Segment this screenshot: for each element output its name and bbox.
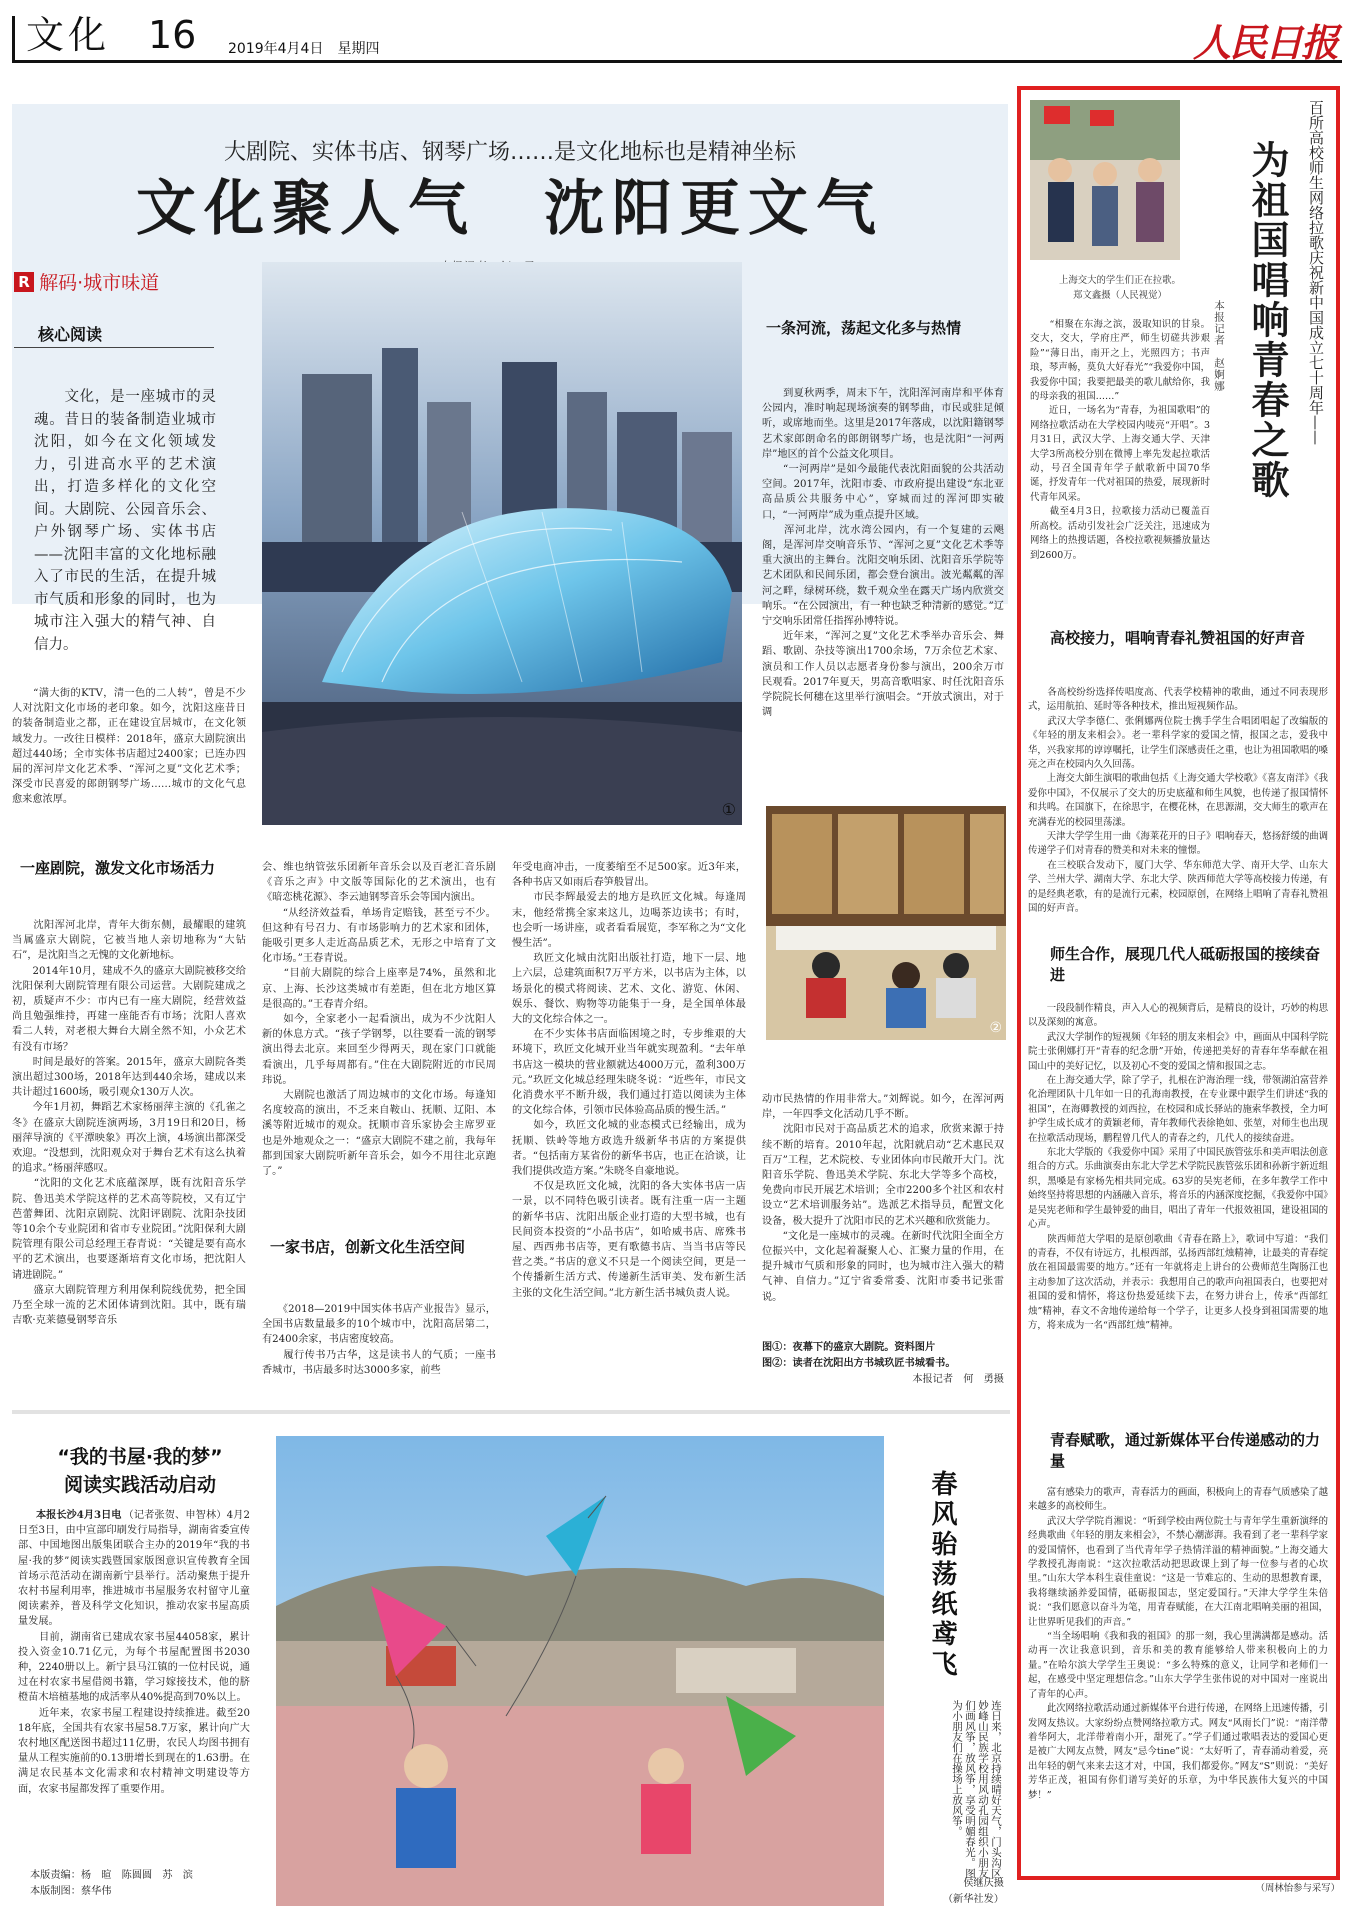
column-tag [14,268,159,294]
section-name: 文化 [26,13,111,57]
article-col2-tail: 《2018—2019中国实体书店产业报告》显示，全国书店数量最多的10个城市中，沈阳高居第二，有2400余家，书店密度较高。 履行传书乃古华，这是读书人的气质；一座书香城市，书店最多时达3000多家，前些 [262,1304,496,1376]
newspaper-logo: 人民日报 [1192,20,1337,65]
students-photo-credit: 郑文鑫摄（人民视觉） [1073,290,1167,301]
book-headline-2: 阅读实践活动启动 [63,1474,216,1496]
right-subhead-1: 高校接力，唱响青春礼赞祖国的好声音 [1050,629,1306,647]
masthead-left-bracket [12,16,21,63]
right-section-3: 富有感染力的歌声，青春活力的画面，积极向上的青春气质感染了越来越多的高校师生。 武汉大学学院肖湘说：“听到学校由两位院士与青年学生重新演绎的经典歌曲《年轻的朋友来相会》，不禁心潮澎湃。我看到了老一辈科学家的爱国情怀，也看到了当代青年学子热情洋溢的精神面貌。”上海交通大学教授孔海南说：“这次拉歌活动把思政课上到了每一位参与者的心坎里。”山东大学本科生袁佳童说：“这是一节难忘的、生动的思想教育课，我将继续涵养爱国情，砥砺报国志，坚定爱国行。”天津大学学生朱倍说：“我们愿意以奋斗为笔，用青春赋能，在大江南北唱响美丽的祖国，让世界听见我们的声音。” “当全场唱响《我和我的祖国》的那一刻，我心里满满都是感动。活动再一次让我意识到，音乐和美的教育能够给人带来积极向上的力量。”在哈尔滨大学学生王奥说：“多么特殊的意义，让同学和老师们一起，在感受中坚定理想信念。”山东大学学生张伟说的对中国对一座说出了青年的心声。 此次网络拉歌活动通过新媒体平台进行传递，在网络上迅速传播，引发网友热议。大家纷纷点赞网络拉歌方式。网友“风雨长门”说：“南洋帶着华阿大，北洋带着南小开，甜死了。”学子们通过歌唱表达的爱国心更是被广大网友点赞，网友“忌今tine”说：“太好听了，青春涌动着爱，亮出年轻的朝气来来去这才对，中国，我们都爱你。”网友“S”则说：“美好芳华正茂，祖国有你们谱写美好的乐章，为中华民族伟大复兴的中国梦！” [1028,1487,1328,1801]
right-section-2: 一段段制作精良，声入人心的视频背后，是精良的设计，巧妙的构思以及深刻的寓意。 武汉大学制作的短视频《年轻的朋友来相会》中，画面从中国科学院院士张俐娜打开“青春的纪念册”开始，传递把美好的青春年华奉献在祖国山中的美好记忆，以及初心不变的爱国之情和报国之志。 在上海交通大学，除了学子，扎根在沪海治理一线，带领湖泊富营养化治理团队十几年如一日的孔海南教授，在专业课中跟学生们讲述“我的祖国”，在海卿教授的刘西拉，在校园和成长驿站的施索华教授，全力呵护学生成长成才的黄颖老师，青年教师代表徐艳如、张堃，对师生也出现在拉歌活动现场，鹏程曾几代人的青春之约，几代人的接续奋进。 东北大学版的《我爱你中国》采用了中国民族管弦乐和美声唱法创意组合的方式。乐曲演奏由东北大学艺术学院民族管弦乐团和孙新宇新近组织，黑嗓是有家杨先相共同完成。63岁的吴宪老师，在多年教学工作中始终坚持将思想的内涵融入音乐，将音乐的内涵深度挖掘，《我爱你中国》是吴宪老师和学生最钟爱的曲目，唱出了青年一代报效祖国，建设祖国的心声。 陕西师范大学唱的是原创歌曲《青春在路上》，歌词中写道：“我们的青春，不仅有诗远方，扎根西部，弘扬西部红烛精神，让最美的青春绽放在祖国最需要的地方。”还有一年就将走上讲台的公费师范生陶肠江也主动参加了这次活动，并表示：我想用自己的歌声向祖国表白，也要把对祖国的爱和情怀，将这份热爱延续下去，在努力讲台上，传承“西部红烛”精神，春文不舍地传递给每一个学子，让更多人投身到祖国需要的地方，将来成为一名“西部红烛”精神。 [1028,1003,1328,1331]
book-dateline: 本报长沙4月3日电 [36,1509,122,1521]
kite-title: 春风骀荡纸鸢飞 [927,1470,957,1680]
section-divider [12,1410,1010,1414]
article-col1-body: 沈阳浑河北岸，青年大街东侧，最耀眼的建筑当属盛京大剧院，它被当地人亲切地称为“大钻石”，是沈阳当之无愧的文化新地标。 2014年10月，建成不久的盛京大剧院被移交给沈阳保利大剧院管理有限公司运营。大剧院建成之初，质疑声不少：市内已有一座大剧院，经营效益尚且勉强维持，再建一座能否有市场；沈阳人喜欢看二人转，对老根大舞台大剧全然不知，小众艺术有没有市场？ 时间是最好的答案。2015年，盛京大剧院各类演出超过300场，2018年达到440余场，建成以来共计超过1600场，吸引观众130万人次。 今年1月初，舞蹈艺术家杨丽萍主演的《孔雀之冬》在盛京大剧院连演两场，3月19日和20日，杨丽萍导演的《平潭映象》再次上演，4场演出都深受欢迎。“没想到，沈阳观众对于舞台艺术有这么执着的追求。”杨丽萍感叹。 “沈阳的文化艺术底蕴深厚，既有沈阳音乐学院、鲁迅美术学院这样的艺术高等院校，又有辽宁芭蕾舞团、沈阳京剧院、沈阳评剧院、沈阳杂技团等10余个专业院团和省市专业院团。”沈阳保利大剧院管理有限公司总经理王春青说：“关键是要有高水平的艺术演出，也要逐渐培育文化市场，把沈阳人请进剧院。” 盛京大剧院管理方利用保利院线优势，把全国乃至全球一流的艺术团体请到沈阳。其中，既有瑞吉歌·克莱德曼钢琴音乐 [12,920,246,1327]
photo-marker-1: ① [721,800,736,819]
book-headline-1: “我的书屋·我的梦” [57,1446,223,1468]
article-col4-tail: 动市民热情的作用非常大。”刘辉说。如今，在浑河两岸，一年四季文化活动几乎不断。 沈阳市民对于高品质艺术的追求，欣赏来源于持续不断的培育。2010年起，沈阳就启动“艺术惠民双百万”工程，艺术院校、专业团体向市民敞开大门。沈阳音乐学院、鲁迅美术学院、东北大学等多个高校，免费向市民开展艺术培训；全市2200多个社区和农村设立“艺术培训服务站”。选派艺术指导员，配置文化设备，极大提升了沈阳市民的艺术兴趣和欣赏能力。 “文化是一座城市的灵魂。在新时代沈阳全面全方位振兴中，文化起着凝聚人心、汇聚力量的作用，在提升城市气质和形象的同时，也为城市注入强大的精气神、自信力。”辽宁省委常委、沈阳市委书记张雷说。 [762,1094,1004,1303]
kite-credit-org: （新华社发） [942,1894,1004,1905]
page-number: 16 [148,13,197,57]
right-subtitle: 百所高校师生网络拉歌庆祝新中国成立七十周年—— [1307,100,1325,445]
students-illustration [1030,100,1180,260]
page-editor: 本版责编：杨 暄 陈圆圆 苏 滨 [30,1870,193,1881]
core-reading-title: 核心阅读 [38,325,103,344]
students-photo [1030,100,1180,260]
core-reading-text: 文化，是一座城市的灵魂。昔日的装备制造业城市沈阳，如今在文化领域发力，引进高水平的艺术演出，打造多样化的文化空间。大剧院、公园音乐会、户外钢琴广场、实体书店——沈阳丰富的文化地标融入了市民的生活，在提升城市气质和形象的同时，也为城市注入强大的精气神、自信力。 [34,389,216,653]
page-designer: 本版制图：蔡华伟 [30,1886,112,1897]
subhead-river: 一条河流，荡起文化多与热情 [766,319,962,337]
bookstore-illustration [766,806,1006,1040]
right-subhead-3: 青春赋歌，通过新媒体平台传递感动的力量 [1050,1431,1321,1470]
column-name: 解码·城市味道 [39,272,160,294]
article-col2-body: 会、维也纳管弦乐团新年音乐会以及百老汇音乐剧《音乐之声》中文版等国际化的艺术演出，也有《暗恋桃花源》、李云迪钢琴音乐会等国内演出。 “从经济效益看，单场肯定赔钱，甚至亏不少。但这种有号召力、有市场影响力的艺术家和团体，能吸引更多人走近高品质艺术，无形之中培育了文化市场。”王春青说。 “目前大剧院的综合上座率是74%，虽然和北京、上海、长沙这类城市有差距，但在北方地区算是很高的。”王春青介绍。 如今，全家老小一起看演出，成为不少沈阳人新的休息方式。“孩子学钢琴，以往要看一流的钢琴演出得去北京。来回至少得两天，现在家门口就能看演出，几乎每周都有。”住在大剧院附近的市民周玮说。 大剧院也激活了周边城市的文化市场。每逢知名度较高的演出，不乏来自鞍山、抚顺、辽阳、本溪等附近城市的观众。抚顺市音乐家协会主席罗亚也是外地观众之一：“盛京大剧院不建之前，我每年都到国家大剧院听新年音乐会，如今不用往北京跑了。” [262,862,496,1178]
right-section-1: 各高校纷纷选择传唱度高、代表学校精神的歌曲，通过不同表现形式，运用航拍、延时等各种技术，推出短视频作品。 武汉大学李德仁、张俐娜两位院士携手学生合唱团唱起了改编版的《年轻的朋友来相会》。老一辈科学家的爱国之情，报国之志，爱我中华，兴我家邦的谆谆嘱托，让学生们深感责任之重，也让为祖国歌唱的嗓亮之声在校园内久久回荡。 上海交大師生演唱的歌曲包括《上海交通大学校歌》《喜友南洋》《我爱你中国》，不仅展示了交大的历史底蕴和师生风貌，也传递了报国情怀和共鸣。在国旗下，在徐思宇，在樱花林，在思源湖，交大师生的歌声在充满春光的校园里荡漾。 天津大学学生用一曲《海莱花开的日子》唱响春天，悠扬舒缓的曲调传递学子们对青春的赞美和对未来的憧憬。 在三校联合发动下，厦门大学、华东师范大学、南开大学、山东大学、兰州大学、湖南大学、东北大学、陕西师范大学等高校接力传递，有的是经典老歌，有的是流行元素，校园原创，在网络上唱响了青春礼赞祖国的好声音。 [1028,687,1328,915]
kicker: 大剧院、实体书店、钢琴广场……是文化地标也是精神坐标 [223,140,796,165]
kite-caption: 连日来，北京持续晴好天气，门头沟区妙峰山民族学校用风动孔园组织小朋友们画风筝，放风筝，享受明媚春光。图为小朋友们在操场上放风筝。 [951,1700,1002,1879]
kite-credit-name: 侯继庆摄 [963,1878,1004,1889]
main-headline: 文化聚人气 沈阳更文气 [136,174,884,244]
masthead [0,0,1355,70]
kite-photo [276,1436,884,1906]
right-intro: “相聚在东海之滨，汲取知识的甘泉。交大，交大，学府庄严，师生切磋共涉艰险”“薄日出，南开之上，光照四方；书声琅，琴声畅，莫负大好春光”“我爱你中国，我爱你中国；我要把最美的歌儿献给你，我的母亲我的祖国……” 近日，一场名为“青春，为祖国歌唱”的网络拉歌活动在大学校园内唛亮“开唱”。3月31日，武汉大学、上海交通大学、天津大学3所高校分别在微博上率先发起拉歌活动，号召全国青年学子献歌新中国70华诞，抒发青年一代对祖国的热爱，展现新时代青年风采。 截至4月3日，拉歌接力活动已覆盖百所高校。活动引发社会广泛关注，迅速成为网络上的热搜话题，各校拉歌视频播放量达到2600万。 [1030,319,1210,561]
students-photo-caption: 上海交大的学生们正在拉歌。 [1059,275,1181,286]
right-subhead-2: 师生合作，展现几代人砥砺报国的接续奋进 [1050,945,1321,984]
book-body: （记者张贺、申智林）4月2日至3日，由中宣部印刷发行局指导，湖南省委宣传部、中国地图出版集团联合主办的2019年“我的书屋·我的梦”阅读实践暨国家版图意识宣传教育全国首场示范活动在湖南新宁县举行。活动聚焦于提升农村书屋利用率，推进城市书屋服务农村留守儿童阅读素养，普及科学文化知识，推动农家书屋高质量发展。 目前，湖南省已建成农家书屋44058家，累计投入资金10.71亿元，为每个书屋配置图书2030种，2240册以上。新宁县马江镇的一位村民说，通过在村农家书屋借阅书籍，学习嫁接技术，他的脐橙苗木培植基地的成活率从40%提高到70%以上。 近年来，农家书屋工程建设持续推进。截至2018年底，全国共有农家书屋58.7万家，累计向广大农村地区配送图书超过11亿册，农民人均图书拥有量从工程实施前的0.13册增长到现在的1.63册。在满足农民基本文化需求和农村精神文明建设等方面，农家书屋都发挥了重要作用。 [18,1510,250,1795]
subhead-theatre: 一座剧院，激发文化市场活力 [20,859,216,877]
photo-credit-main: 本报记者 何 勇摄 [912,1374,1004,1385]
photo-marker-2: ② [989,1020,1002,1036]
column-badge: R [14,272,34,292]
photo-caption-2: 图②：读者在沈阳出方书城玖匠书城看书。 [762,1357,956,1369]
article-col3-body: 年受电商冲击，一度萎缩至不足500家。近3年来，各种书店又如雨后春笋般冒出。 市民李辉最爱去的地方是玖匠文化城。每逢周末，他经常携全家来这儿，边喝茶边读书；有时，也会听一场讲座，或者看看展览，李军称之为“文化慢生活”。 玖匠文化城由沈阳出版社打造，地下一层、地上六层，总建筑面积7万平方米，以书店为主体，以场景化的模式将阅读、艺术、文化、游览、休闲、娱乐、餐饮、购物等功能集于一身，是全国单体最大的文化综合体之一。 在不少实体书店面临困境之时，专步维艰的大环境下，玖匠文化城开业当年就实现盈利。“去年单书店这一模块的营业额就达4000万元，盈利300万元。”玖匠文化城总经理朱晓冬说：“近些年，市民文化消费水平不断升级，我们通过打造以阅读为主体的文化综合体，引领市民体验高品质的慢生活。” 如今，玖匠文化城的业态模式已经输出，成为抚顺、铁岭等地方政选升级新华书店的方案提供者。“包括南方某省份的新华书店，也正在洽谈，让我们提供改造方案。”朱晓冬自豪地说。 不仅是玖匠文化城，沈阳的各大实体书店一店一景，以不同特色吸引读者。既有注重一店一主题的新华书店、沈阳出版企业打造的大型书城，也有民间资本投资的“小品书店”，如哈威书店、席殊书屋、西西弗书店等，更有歌德书店、当当书店等民营之类。”书店的意义不只是一个阅读空间，更是一个传播新生活方式、传递新生活审美、发布新生活主张的文化生活空间。”北方新生活书城负责人说。 [512,862,746,1299]
opera-house-illustration [262,262,742,825]
right-headline: 为祖国唱响青春之歌 [1245,140,1289,500]
kite-illustration [276,1436,884,1906]
article-col4-body: 到夏秋两季，周末下午，沈阳浑河南岸和平体育公园内，准时响起现场演奏的钢琴曲，市民或驻足倾听，或席地而坐。这里是2017年落成，以沈阳籍钢琴艺术家郎朗命名的郎朗钢琴广场，也是沈阳“一河两岸”地区的首个公益文化项目。 “一河两岸”是如今最能代表沈阳面貌的公共活动空间。2017年，沈阳市委、市政府提出建设“东北亚高品质公共服务中心”，穿城而过的浑河即实破口，“一河两岸”成为重点提升区域。 浑河北岸，沈水湾公园内，有一个复建的云飓阁，是浑河岸交响音乐节、“浑河之夏”文化艺术季等重大演出的主舞台。沈阳交响乐团、沈阳音乐学院等艺术团队和民间乐团，都会登台演出。波光粼粼的浑河之畔，绿树环绕，数千观众坐在露天广场内欣赏交响乐。“在公园演出，有一种也缺乏种清新的感觉。”辽宁交响乐团常任指挥孙博特说。 近年来，“浑河之夏”文化艺术季举办音乐会、舞蹈、歌剧、杂技等演出1700余场，7万余位艺术家、演员和工作人员以志愿者身份参与演出，200余万市民观看。2017年夏天，男高音歌唱家、时任沈阳音乐学院院长何穗在这里举行演唱会。“开放式演出，对于调 [762,388,1004,719]
masthead-rule [12,60,1342,63]
article-col1-intro: “满大街的KTV，清一色的二人转”，曾是不少人对沈阳文化市场的老印象。如今，沈阳这座昔日的装备制造业之都，正在建设宜居城市，在文化领域发力。一改往日模样：2018年，盛京大剧院演出超过440场；全市实体书店超过2400家；已连办四届的浑河岸文化艺术季、“浑河之夏”文化艺术季；深受市民喜爱的郎朗钢琴广场……城市的文化气息愈来愈浓厚。 [12,688,246,806]
right-byline: 本报记者 赵婀娜 [1213,300,1225,392]
opera-house-photo [262,262,742,825]
core-reading-underline [14,347,214,348]
bookstore-photo [766,806,1006,1040]
subhead-bookstore: 一家书店，创新文化生活空间 [270,1238,466,1256]
issue-date: 2019年4月4日 星期四 [228,41,380,57]
right-footer-credit: （周林怡参与采写） [1255,1883,1340,1894]
photo-caption-1: 图①：夜幕下的盛京大剧院。资料图片 [762,1341,936,1353]
